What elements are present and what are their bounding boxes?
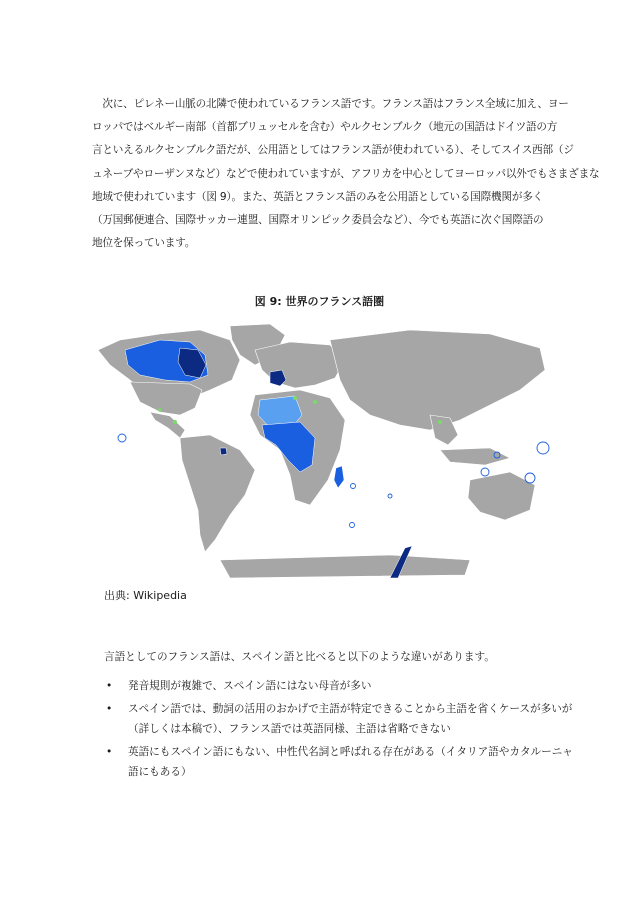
map-marker-territory-ring — [388, 494, 392, 498]
list-item — [104, 699, 574, 739]
paragraph-line: ロッパではベルギー南部（首都ブリュッセルを含む）やルクセンブルク（地元の国語はドイツ語の方 — [92, 121, 558, 134]
list-item-line: 英語にもスペイン語にもない、中性代名詞と呼ばれる存在がある（イタリア語やカタルーニャ — [128, 746, 573, 758]
paragraph-line: （万国郵便連合、国際サッカー連盟、国際オリンピック委員会など）、今でも英語に次ぐ国際語の — [92, 214, 544, 227]
map-land-south-america — [180, 435, 255, 552]
map-marker-territory-ring — [350, 523, 355, 528]
list-item-line: 語にもある） — [128, 766, 192, 778]
map-land-antarctica — [220, 555, 470, 578]
map-marker-minority — [293, 396, 297, 400]
paragraph-line: ュネーブやローザンヌなど）などで使われていますが、アフリカを中心としてヨーロッパ以外でもさまざまな — [92, 167, 600, 180]
map-land-usa — [130, 382, 202, 415]
paragraph-line: 地域で使われています（図 9）。また、英語とフランス語のみを公用語としている国際機関が多く — [92, 190, 544, 203]
map-marker-minority — [438, 420, 442, 424]
list-item — [104, 676, 574, 696]
intro-sentence: 言語としてのフランス語は、スペイン語と比べると以下のような違いがあります。 — [104, 651, 495, 663]
map-marker-territory-ring — [537, 442, 549, 454]
bullet-marker: • — [106, 680, 113, 692]
map-marker-territory-ring — [481, 468, 489, 476]
list-item-line: （詳しくは本稿で）、フランス語では英語同様、主語は省略できない — [128, 723, 451, 735]
body-paragraph — [92, 93, 600, 255]
map-marker-territory-ring — [525, 473, 535, 483]
map-land-madagascar — [334, 466, 344, 488]
bullet-marker: • — [106, 746, 113, 758]
paragraph-line: 次に、ピレネー山脈の北隣で使われているフランス語です。フランス語はフランス全域に加え、ヨー — [92, 98, 569, 110]
list-item-line: スペイン語では、動詞の活用のおかげで主語が特定できることから主語を省くケースが多いが — [128, 703, 573, 715]
paragraph-line: 言といえるルクセンブルク語だが、公用語としてはフランス語が使われている）、そしてスイス西部（ジ — [92, 144, 574, 157]
list-item — [104, 742, 574, 782]
difference-list — [104, 676, 574, 785]
map-marker-minority — [158, 408, 162, 412]
map-land-central-america — [150, 412, 185, 438]
map-marker-minority — [173, 420, 177, 424]
figure-title: 図 9: 世界のフランス語圏 — [254, 295, 385, 308]
map-marker-minority — [313, 400, 317, 404]
francophone-world-map — [90, 320, 560, 580]
map-land-french-guiana — [220, 448, 227, 455]
figure-source: 出典: Wikipedia — [104, 589, 187, 602]
map-marker-territory-ring — [118, 434, 126, 442]
paragraph-line: 地位を保っています。 — [92, 237, 196, 250]
map-land-europe — [255, 342, 345, 388]
map-land-asia — [330, 330, 545, 430]
list-item-line: 発音規則が複雑で、スペイン語にはない母音が多い — [128, 680, 372, 692]
map-marker-territory-ring — [351, 484, 356, 489]
bullet-marker: • — [106, 703, 113, 715]
